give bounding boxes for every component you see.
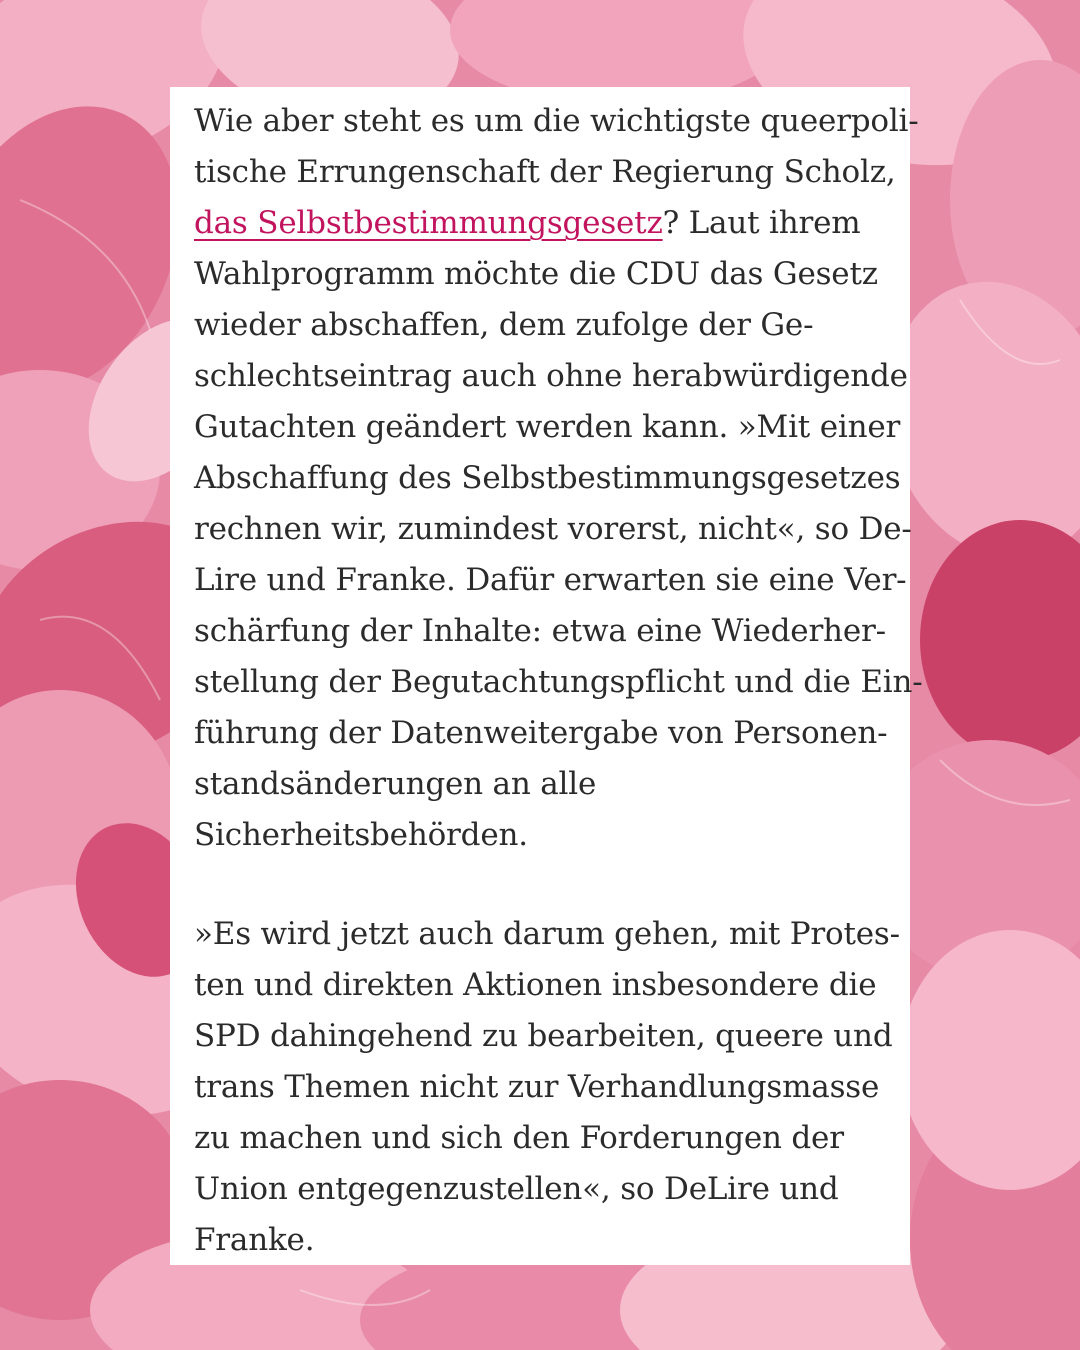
paragraph-1: [194, 96, 923, 861]
text-line: standsänderungen an alle: [194, 766, 597, 802]
text-line: Lire und Franke. Dafür erwarten sie eine Ver-: [194, 562, 907, 598]
text-line: SPD dahingehend zu bearbeiten, queere und: [194, 1018, 893, 1054]
text-line: Abschaffung des Selbstbestimmungsgesetzes: [194, 460, 901, 496]
text-line: Wahlprogramm möchte die CDU das Gesetz: [194, 256, 878, 292]
text-line: »Es wird jetzt auch darum gehen, mit Protes-: [194, 916, 900, 952]
paragraph-2: [194, 909, 900, 1266]
text-line: wieder abschaffen, dem zufolge der Ge-: [194, 307, 814, 343]
text-line: Union entgegenzustellen«, so DeLire und: [194, 1171, 839, 1207]
text-line: zu machen und sich den Forderungen der: [194, 1120, 844, 1156]
selbstbestimmungsgesetz-link[interactable]: das Selbstbestimmungsgesetz: [194, 205, 663, 241]
article-card: [170, 87, 923, 1265]
text-line: Gutachten geändert werden kann. »Mit einer: [194, 409, 901, 445]
text-line: schärfung der Inhalte: etwa eine Wiederher-: [194, 613, 886, 649]
text-line: ten und direkten Aktionen insbesondere die: [194, 967, 877, 1003]
text-line: rechnen wir, zumindest vorerst, nicht«, so De-: [194, 511, 912, 547]
text-line: führung der Datenweitergabe von Personen-: [194, 715, 888, 751]
text-line: tische Errungenschaft der Regierung Scholz,: [194, 154, 896, 190]
text-line: trans Themen nicht zur Verhandlungsmasse: [194, 1069, 880, 1105]
text-line: [194, 198, 923, 249]
text-line-rest: ? Laut ihrem: [662, 205, 861, 241]
text-line: Sicherheitsbehörden.: [194, 817, 528, 853]
text-line: Wie aber steht es um die wichtigste queerpoli-: [194, 103, 919, 139]
text-line: Franke.: [194, 1222, 315, 1258]
text-line: schlechtseintrag auch ohne herabwürdigende: [194, 358, 908, 394]
text-line: stellung der Begutachtungspflicht und die Ein-: [194, 664, 923, 700]
